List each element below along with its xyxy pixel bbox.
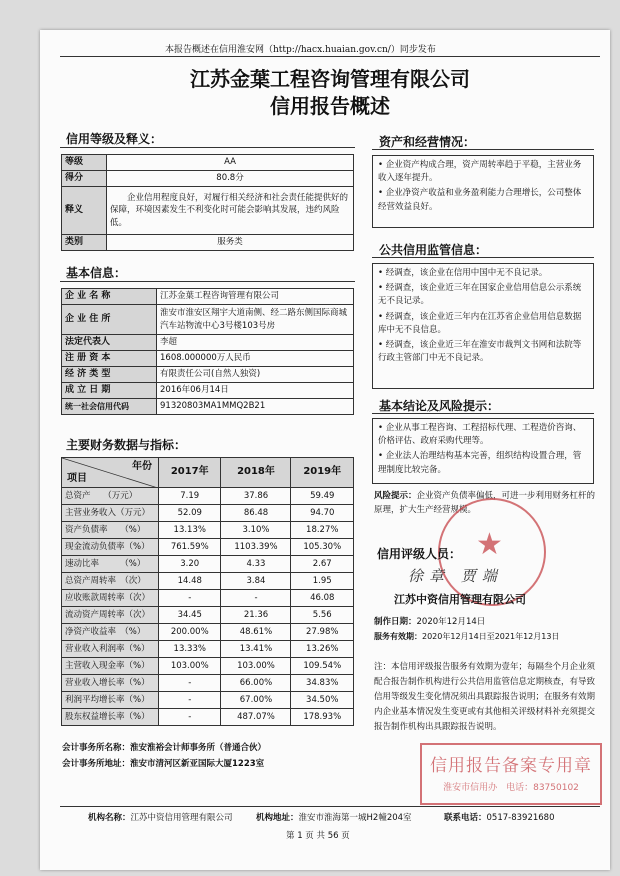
finance-value-2018年: 3.10% [221,522,291,539]
finance-value-2018年: 37.86 [221,488,291,505]
score-value: 80.8分 [107,171,354,187]
founded-value: 2016年06月14日 [157,383,354,399]
report-title: 信用报告概述 [270,94,390,118]
basic-row [62,351,354,367]
finance-item-label: 流动资产周转率（次） [62,607,159,624]
score-label: 得分 [62,171,107,187]
valid-period-value: 2020年12月14日至2021年12月13日 [422,632,560,641]
assets-item: • 企业净资产收益和业务盈利能力合理增长，公司整体经营效益良好。 [378,188,582,212]
service-notice: 注：本信用评级报告服务有效期为壹年；每隔叁个月企业须配合报告制作机构进行公共信用监管信息定期核查，有导致信用等级发生变化情况须出具跟踪报告说明；在服务有效期内企业基本情况发生变更或有其他相关评级材料补充须提交报告制作机构出具跟踪报告说明。 [374,662,596,732]
supervision-item: • 经调查，该企业近三年在淮安市裁判文书网和法院等行政主管部门中无不良记录。 [378,339,582,364]
basic-row [62,399,354,415]
finance-value-2019年: 59.49 [291,488,354,505]
finance-row [62,556,354,573]
finance-value-2018年: 3.84 [221,573,291,590]
basic-row [62,383,354,399]
filing-stamp [420,743,602,805]
finance-value-2018年: 86.48 [221,505,291,522]
address-value: 淮安市淮安区翔宇大道南侧、经二路东侧国际商城汽车站物流中心3号楼103号房 [157,305,354,335]
supervision-item: • 经调查，该企业近三年在国家企业信用信息公示系统无不良记录。 [378,283,582,307]
finance-value-2017年: 14.48 [159,573,221,590]
finance-heading: 主要财务数据与指标： [66,438,187,452]
made-date-value: 2020年12月14日 [416,617,486,627]
rating-row-grade [62,155,354,171]
basic-row [62,367,354,383]
finance-row [62,539,354,556]
finance-item-label: 现金流动负债率（%） [62,539,159,556]
footer-phone-label: 联系电话： [444,813,487,823]
rating-row-meaning [62,187,354,235]
finance-value-2017年: - [159,675,221,692]
finance-item-label: 资产负债率 （%） [62,522,159,539]
category-value: 服务类 [107,235,354,251]
finance-row [62,573,354,590]
finance-item-label: 总资产 （万元） [62,488,159,505]
basic-label: 经 济 类 型 [62,367,157,383]
assets-box [372,155,594,228]
finance-value-2018年: 1103.39% [221,539,291,556]
finance-header-row [62,458,354,488]
supervision-box [372,263,594,389]
basic-row [62,335,354,351]
finance-corner-cell [62,458,159,488]
made-date [374,615,485,627]
footer-addr-value: 淮安市淮海第一城H2幢204室 [298,813,412,823]
finance-row [62,709,354,726]
credit-code-value: 91320803MA1MMQ2B21 [157,399,354,415]
finance-value-2017年: 13.33% [159,641,221,658]
finance-value-2017年: 7.19 [159,488,221,505]
basic-divider [60,281,355,282]
finance-value-2018年: 48.61% [221,624,291,641]
page-number: 第 1 页 共 56 页 [286,831,350,841]
year-2019: 2019年 [291,458,354,488]
assets-heading: 资产和经营情况： [379,135,476,149]
conclusion-item: • 企业法人治理结构基本完善，组织结构设置合理，管理制度比较完备。 [378,451,582,475]
finance-value-2019年: 109.54% [291,658,354,675]
finance-value-2019年: 34.50% [291,692,354,709]
economy-type-value: 有限责任公司(自然人独资) [157,367,354,383]
basic-row [62,289,354,305]
finance-value-2017年: 103.00% [159,658,221,675]
finance-value-2019年: 34.83% [291,675,354,692]
finance-value-2019年: 1.95 [291,573,354,590]
finance-value-2019年: 105.30% [291,539,354,556]
finance-item-label: 主营收入现金率（%） [62,658,159,675]
footer-org-value: 江苏中资信用管理有限公司 [130,813,233,823]
basic-label: 统一社会信用代码 [62,399,157,415]
footer-phone [444,811,554,823]
audit-name: 会计事务所名称：淮安淮裕会计师事务所（普通合伙） [62,743,267,753]
supervision-divider [372,257,594,258]
conclusion-divider [372,413,594,414]
finance-value-2019年: 94.70 [291,505,354,522]
basic-label: 成 立 日 期 [62,383,157,399]
risk-label: 风险提示： [374,491,417,501]
audit-address: 会计事务所地址：淮安市清河区新亚国际大厦1223室 [62,759,265,769]
finance-value-2017年: 761.59% [159,539,221,556]
finance-value-2018年: - [221,590,291,607]
company-name-value: 江苏金葉工程咨询管理有限公司 [157,289,354,305]
rating-row-score [62,171,354,187]
finance-body [62,488,354,726]
basic-info-table [61,288,354,415]
finance-value-2017年: - [159,692,221,709]
finance-value-2019年: 27.98% [291,624,354,641]
finance-row [62,488,354,505]
footer-divider [60,806,600,807]
finance-value-2017年: 34.45 [159,607,221,624]
finance-table [61,457,354,726]
category-label: 类别 [62,235,107,251]
basic-label: 企 业 住 所 [62,305,157,335]
assets-item: • 企业资产构成合理，资产周转率趋于平稳，主营业务收入逐年提升。 [378,160,582,184]
finance-row [62,658,354,675]
finance-value-2017年: - [159,590,221,607]
finance-value-2019年: 46.08 [291,590,354,607]
footer-address [256,811,412,823]
rating-table [61,154,354,251]
finance-item-label: 主营业务收入（万元） [62,505,159,522]
item-label: 项目 [67,472,87,484]
finance-row [62,590,354,607]
basic-label: 注 册 资 本 [62,351,157,367]
finance-value-2019年: 178.93% [291,709,354,726]
finance-row [62,641,354,658]
footer-org [88,811,233,823]
footer-org-label: 机构名称： [88,813,131,823]
supervision-heading: 公共信用监管信息： [379,243,488,257]
raters-heading: 信用评级人员： [377,547,462,561]
valid-period [374,631,559,642]
rater-agency: 江苏中资信用管理有限公司 [394,593,526,606]
legal-rep-value: 李超 [157,335,354,351]
meaning-label: 释义 [62,187,107,235]
conclusion-heading: 基本结论及风险提示： [379,399,500,413]
finance-item-label: 营业收入利润率（%） [62,641,159,658]
finance-row [62,692,354,709]
supervision-item: • 经调查，该企业在信用中国中无不良记录。 [378,268,548,278]
valid-period-label: 服务有效期： [374,632,422,641]
risk-text: 企业资产负债率偏低，可进一步利用财务杠杆的原理，扩大生产经营规模。 [374,491,596,515]
finance-item-label: 利润平均增长率（%） [62,692,159,709]
finance-value-2018年: 487.07% [221,709,291,726]
grade-label: 等级 [62,155,107,171]
finance-item-label: 净资产收益率 （%） [62,624,159,641]
basic-row [62,305,354,335]
finance-row [62,624,354,641]
finance-value-2017年: 52.09 [159,505,221,522]
finance-value-2017年: 13.13% [159,522,221,539]
finance-value-2019年: 5.56 [291,607,354,624]
finance-value-2019年: 13.26% [291,641,354,658]
finance-value-2017年: - [159,709,221,726]
finance-row [62,505,354,522]
finance-item-label: 总资产周转率 （次） [62,573,159,590]
basic-heading: 基本信息： [66,266,127,280]
filing-stamp-sub: 淮安市信用办 电话：83750102 [443,783,579,793]
year-2017: 2017年 [159,458,221,488]
conclusion-box [372,418,594,484]
year-label: 年份 [132,461,152,472]
year-2018: 2018年 [221,458,291,488]
meaning-value: 企业信用程度良好，对履行相关经济和社会责任能提供好的保障，环境因素发生不利变化时可能会影响其发展，违约风险低。 [107,187,354,235]
filing-stamp-title: 信用报告备案专用章 [430,756,592,776]
seal-star-icon: ★ [476,527,503,562]
finance-item-label: 速动比率 （%） [62,556,159,573]
rater-signature: 徐章 贾端 [408,567,503,585]
publish-note: 本报告概述在信用淮安网（http://hacx.huaian.gov.cn/）同步发布 [165,45,436,55]
basic-label: 企 业 名 称 [62,289,157,305]
finance-value-2018年: 103.00% [221,658,291,675]
finance-row [62,607,354,624]
finance-value-2018年: 13.41% [221,641,291,658]
finance-value-2019年: 18.27% [291,522,354,539]
finance-row [62,522,354,539]
rating-heading: 信用等级及释义： [66,132,163,146]
finance-value-2018年: 4.33 [221,556,291,573]
finance-value-2017年: 200.00% [159,624,221,641]
finance-value-2019年: 2.67 [291,556,354,573]
rating-divider [60,147,355,148]
finance-row [62,675,354,692]
finance-item-label: 股东权益增长率（%） [62,709,159,726]
made-date-label: 制作日期： [374,617,417,627]
conclusion-item: • 企业从事工程咨询、工程招标代理、工程造价咨询、价格评估、政府采购代理等。 [378,423,582,447]
finance-value-2018年: 21.36 [221,607,291,624]
rating-row-category [62,235,354,251]
finance-value-2018年: 67.00% [221,692,291,709]
finance-value-2017年: 3.20 [159,556,221,573]
assets-divider [372,149,594,150]
company-title: 江苏金葉工程咨询管理有限公司 [190,67,470,91]
finance-item-label: 应收账款周转率（次） [62,590,159,607]
finance-value-2018年: 66.00% [221,675,291,692]
basic-label: 法定代表人 [62,335,157,351]
supervision-item: • 经调查，该企业近三年内在江苏省企业信用信息数据库中无不良信息。 [378,311,582,335]
footer-addr-label: 机构地址： [256,813,299,823]
finance-item-label: 营业收入增长率（%） [62,675,159,692]
capital-value: 1608.000000万人民币 [157,351,354,367]
footer-phone-value: 0517-83921680 [486,813,555,823]
grade-value: AA [107,155,354,171]
header-divider [60,56,600,57]
